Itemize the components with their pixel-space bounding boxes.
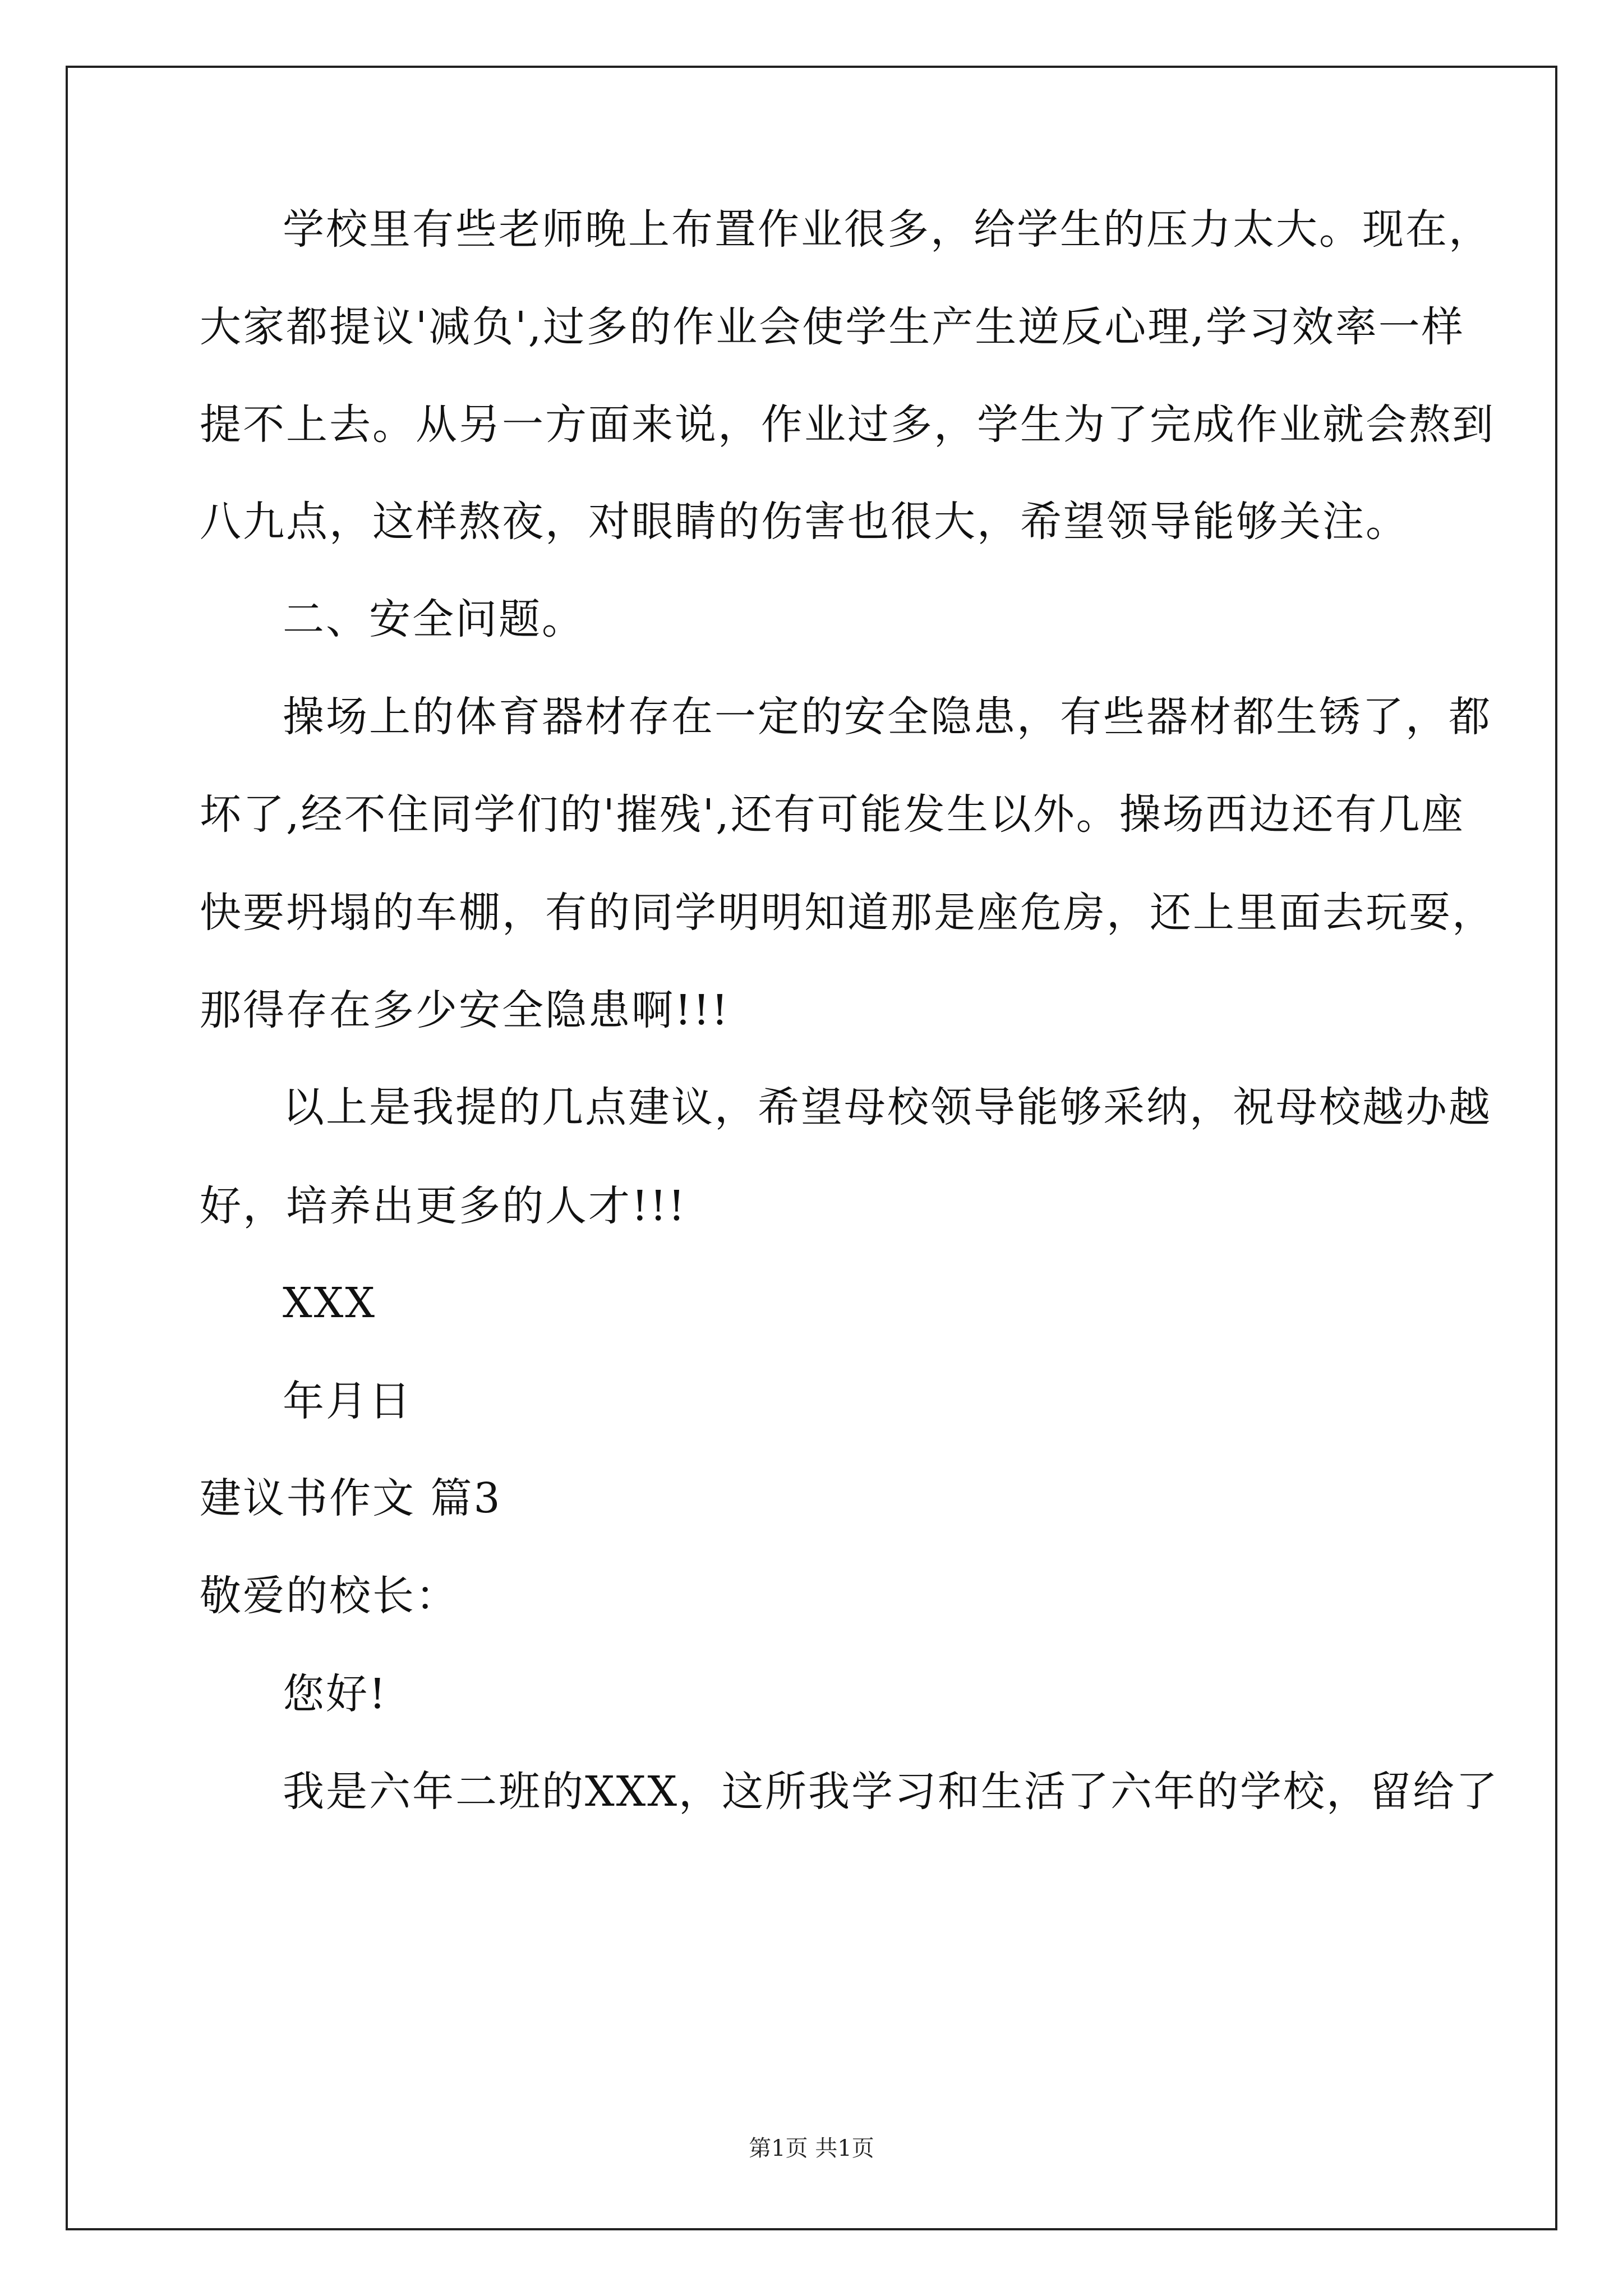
text-line: 坏了,经不住同学们的'摧残',还有可能发生以外。操场西边还有几座 <box>200 790 1465 839</box>
text-line: 操场上的体育器材存在一定的安全隐患，有些器材都生锈了，都 <box>283 693 1492 741</box>
text-line: 那得存在多少安全隐患啊!!! <box>200 986 730 1034</box>
text-line: 八九点，这样熬夜，对眼睛的伤害也很大，希望领导能够关注。 <box>200 498 1409 546</box>
text-line: 提不上去。从另一方面来说，作业过多，学生为了完成作业就会熬到 <box>200 401 1495 449</box>
text-line: 以上是我提的几点建议，希望母校领导能够采纳，祝母校越办越 <box>283 1083 1492 1131</box>
text-line: 好，培养出更多的人才!!! <box>200 1182 687 1230</box>
date-line: 年月日 <box>283 1377 412 1425</box>
salutation: 敬爱的校长： <box>200 1572 459 1620</box>
text-line: 快要坍塌的车棚，有的同学明明知道那是座危房，还上里面去玩耍， <box>200 889 1495 937</box>
page-footer: 第1页 共1页 <box>749 2136 874 2161</box>
greeting: 您好! <box>283 1670 388 1718</box>
text-line: 我是六年二班的XXX，这所我学习和生活了六年的学校，留给了 <box>283 1768 1500 1816</box>
article-title: 建议书作文 篇3 <box>200 1474 502 1522</box>
text-line: 大家都提议'减负',过多的作业会使学生产生逆反心理,学习效率一样 <box>200 303 1465 351</box>
text-line: 学校里有些老师晚上布置作业很多，给学生的压力太大。现在， <box>283 205 1492 254</box>
section-heading: 二、安全问题。 <box>283 595 585 643</box>
signature: XXX <box>283 1279 377 1327</box>
page-border <box>66 66 1557 2230</box>
